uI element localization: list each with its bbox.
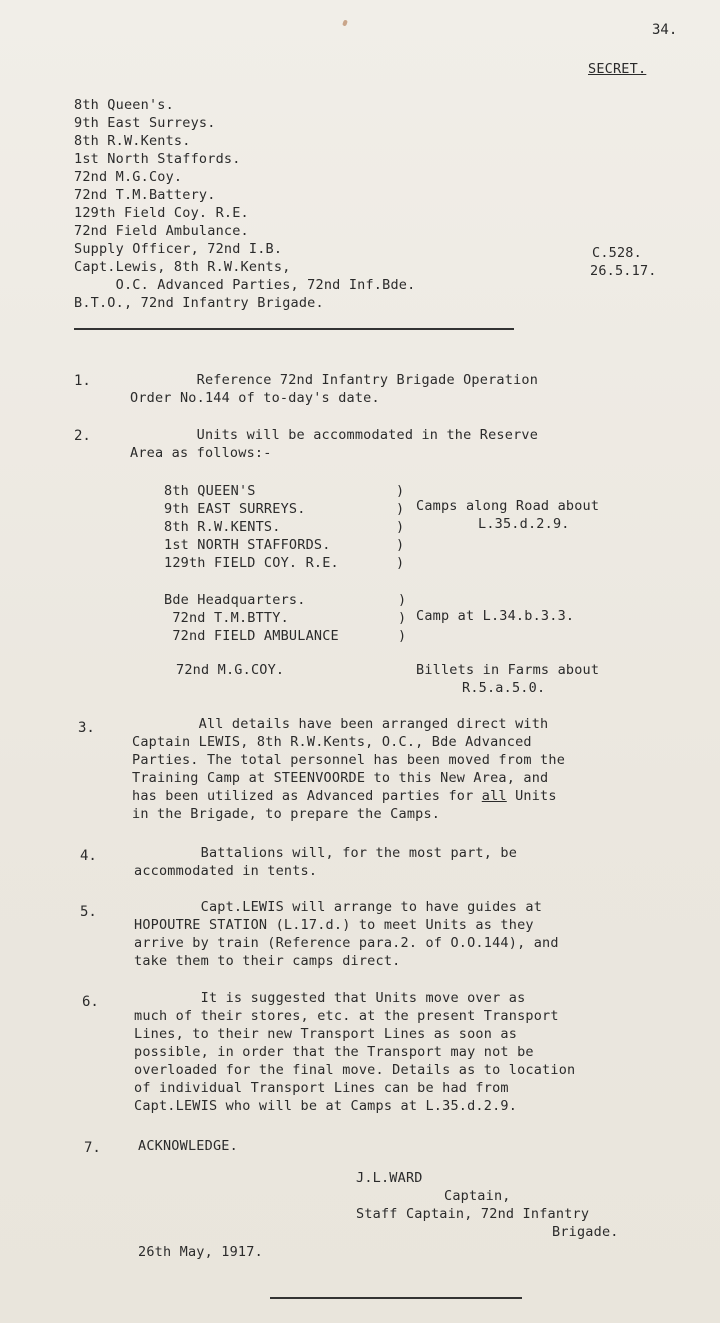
unit-name: 8th QUEEN'S (164, 483, 256, 499)
unit-name: 129th FIELD COY. R.E. (164, 555, 339, 571)
bracket: ) (398, 592, 407, 608)
para-5-line: Capt.LEWIS will arrange to have guides at (134, 899, 543, 915)
para-number: 4. (80, 848, 97, 864)
location-text: Billets in Farms about (416, 662, 600, 678)
para-number: 5. (80, 904, 97, 920)
para-6-line: much of their stores, etc. at the present Transport (134, 1008, 559, 1024)
addressee: 72nd T.M.Battery. (74, 187, 216, 203)
para-number: 1. (74, 373, 91, 389)
bracket: ) (398, 628, 407, 644)
addressee: O.C. Advanced Parties, 72nd Inf.Bde. (74, 277, 416, 293)
para-6-line: possible, in order that the Transport may not be (134, 1044, 534, 1060)
para-number: 6. (82, 994, 99, 1010)
reference-date: 26.5.17. (590, 263, 657, 279)
para-number: 2. (74, 428, 91, 444)
acknowledge-text: ACKNOWLEDGE. (138, 1138, 238, 1154)
unit-name: 1st NORTH STAFFORDS. (164, 537, 331, 553)
unit-name: 72nd M.G.COY. (176, 662, 285, 678)
signatory-title: Staff Captain, 72nd Infantry (356, 1206, 590, 1222)
para-4-line: accommodated in tents. (134, 863, 318, 879)
para-3-emphasis: all (481, 788, 507, 804)
addressee: 9th East Surreys. (74, 115, 216, 131)
para-3-line: Parties. The total personnel has been moved from the (132, 752, 566, 768)
addressee: Capt.Lewis, 8th R.W.Kents, (74, 259, 291, 275)
addressee: 1st North Staffords. (74, 151, 241, 167)
document-date: 26th May, 1917. (138, 1244, 263, 1260)
divider-bottom (270, 1297, 522, 1299)
unit-name: 72nd T.M.BTTY. (164, 610, 289, 626)
location-text: L.35.d.2.9. (478, 516, 570, 532)
location-text: Camp at L.34.b.3.3. (416, 608, 575, 624)
para-number: 3. (78, 720, 95, 736)
bracket: ) (396, 555, 405, 571)
para-5-line: HOPOUTRE STATION (L.17.d.) to meet Units as they (134, 917, 534, 933)
addressee: B.T.O., 72nd Infantry Brigade. (74, 295, 324, 311)
unit-name: 9th EAST SURREYS. (164, 501, 306, 517)
bracket: ) (396, 501, 405, 517)
para-6-line: It is suggested that Units move over as (134, 990, 526, 1006)
bracket: ) (396, 537, 405, 553)
para-3-line: All details have been arranged direct with (132, 716, 549, 732)
para-6-line: Capt.LEWIS who will be at Camps at L.35.d.2.9. (134, 1098, 518, 1114)
addressee: Supply Officer, 72nd I.B. (74, 241, 283, 257)
para-3-line (132, 787, 557, 805)
unit-name: Bde Headquarters. (164, 592, 306, 608)
para-4-line: Battalions will, for the most part, be (134, 845, 518, 861)
para-6-line: overloaded for the final move. Details as to location (134, 1062, 576, 1078)
reference-code: C.528. (592, 245, 642, 261)
para-1-line: Reference 72nd Infantry Brigade Operation (130, 372, 539, 388)
addressee: 8th Queen's. (74, 97, 174, 113)
signatory-rank: Captain, (444, 1188, 511, 1204)
signatory-title: Brigade. (552, 1224, 619, 1240)
para-number: 7. (84, 1140, 101, 1156)
unit-name: 8th R.W.KENTS. (164, 519, 281, 535)
para-6-line: Lines, to their new Transport Lines as soon as (134, 1026, 518, 1042)
para-6-line: of individual Transport Lines can be had from (134, 1080, 509, 1096)
unit-name: 72nd FIELD AMBULANCE (164, 628, 339, 644)
signatory-name: J.L.WARD (356, 1170, 423, 1186)
bracket: ) (398, 610, 407, 626)
bracket: ) (396, 483, 405, 499)
para-3-line: Training Camp at STEENVOORDE to this New Area, and (132, 770, 549, 786)
para-3-text: has been utilized as Advanced parties for (132, 788, 482, 804)
page-number: 34. (652, 22, 678, 38)
para-5-line: take them to their camps direct. (134, 953, 401, 969)
addressee: 129th Field Coy. R.E. (74, 205, 249, 221)
bracket: ) (396, 519, 405, 535)
location-text: R.5.a.5.0. (462, 680, 546, 696)
classification-label: SECRET. (588, 61, 647, 77)
para-1-line: Order No.144 of to-day's date. (130, 390, 380, 406)
para-3-text: Units (506, 788, 557, 804)
addressee: 72nd Field Ambulance. (74, 223, 249, 239)
para-5-line: arrive by train (Reference para.2. of O.O.144), and (134, 935, 559, 951)
para-2-line: Units will be accommodated in the Reserve (130, 427, 539, 443)
para-3-line: Captain LEWIS, 8th R.W.Kents, O.C., Bde Advanced (132, 734, 532, 750)
para-3-line: in the Brigade, to prepare the Camps. (132, 806, 441, 822)
divider-top (74, 328, 514, 330)
para-2-line: Area as follows:- (130, 445, 272, 461)
location-text: Camps along Road about (416, 498, 600, 514)
addressee: 72nd M.G.Coy. (74, 169, 183, 185)
addressee: 8th R.W.Kents. (74, 133, 191, 149)
paper-stain (342, 19, 348, 26)
